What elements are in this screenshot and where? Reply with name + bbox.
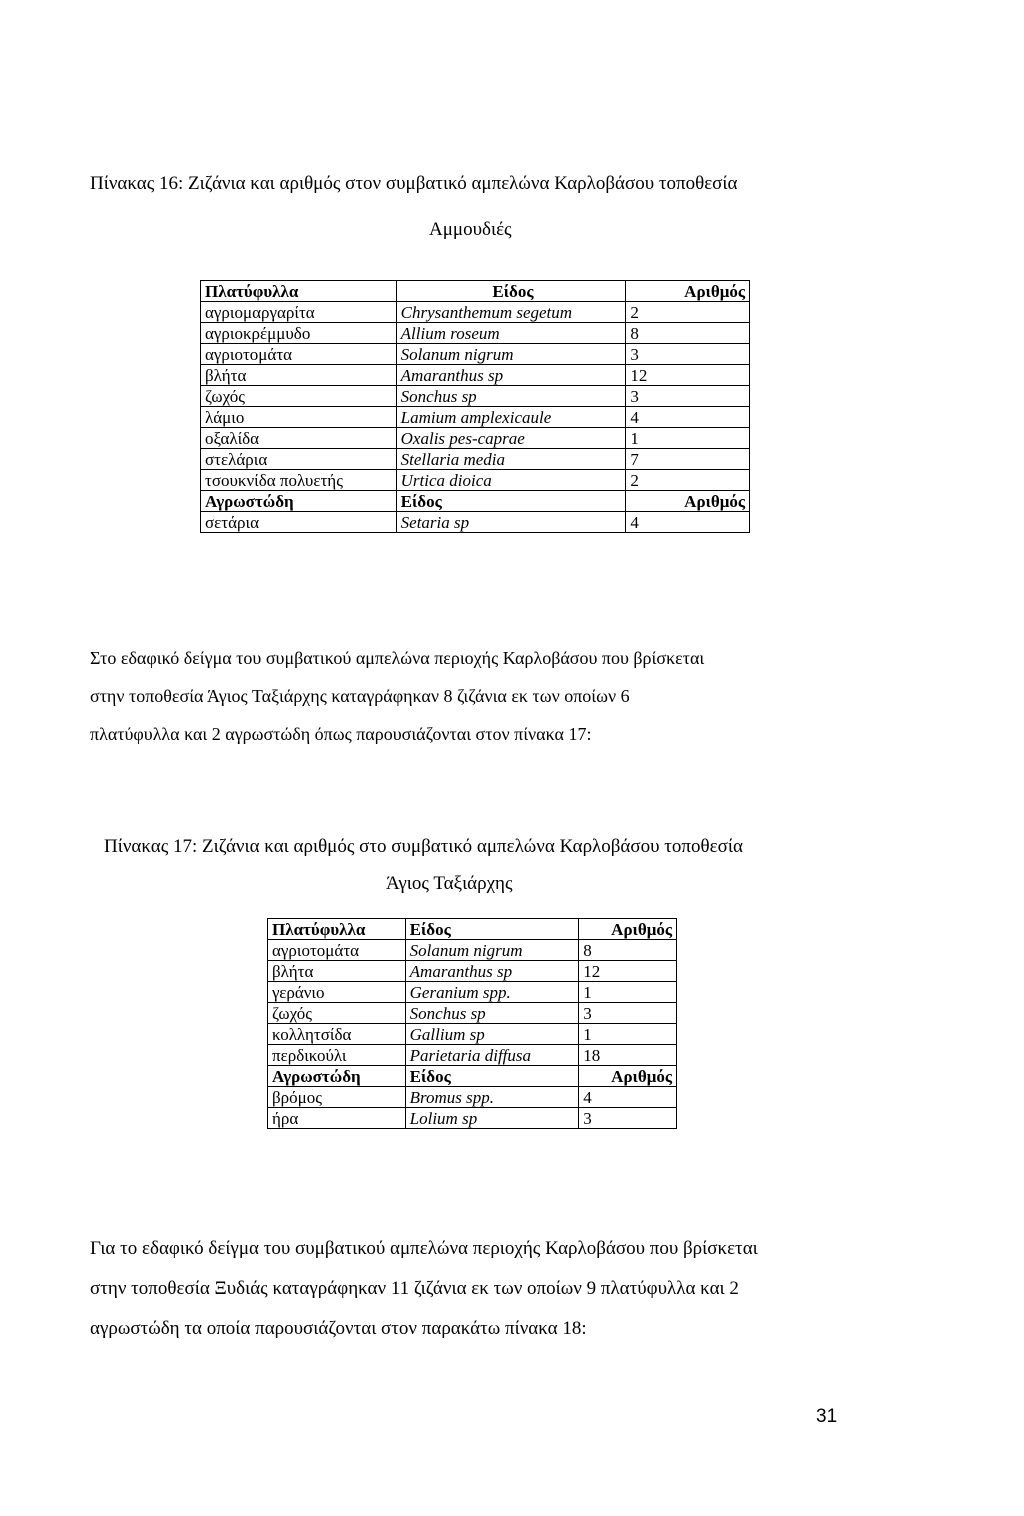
count-cell: 3 — [579, 1003, 677, 1024]
count-cell: 4 — [579, 1087, 677, 1108]
count-cell: 18 — [579, 1045, 677, 1066]
table-row — [268, 1045, 677, 1066]
table16 — [200, 280, 750, 533]
paragraph-line: Στο εδαφικό δείγμα του συμβατικού αμπελώνα περιοχής Καρλοβάσου που βρίσκεται — [90, 648, 705, 668]
species-cell: Gallium sp — [405, 1024, 579, 1045]
header-cell: Είδος — [396, 281, 626, 302]
table-row — [268, 1003, 677, 1024]
count-cell: 8 — [626, 323, 750, 344]
table17-caption-line2: Άγιος Ταξιάρχης — [386, 873, 513, 894]
table17-caption-line1: Πίνακας 17: Ζιζάνια και αριθμός στο συμβατικό αμπελώνα Καρλοβάσου τοποθεσία — [104, 836, 743, 857]
header-cell: Αριθμός — [579, 919, 677, 940]
page-number: 31 — [816, 1406, 838, 1427]
common-name-cell: βλήτα — [201, 365, 397, 386]
table-row — [268, 1087, 677, 1108]
species-cell: Chrysanthemum segetum — [396, 302, 626, 323]
table-row — [201, 512, 750, 533]
table-row — [201, 386, 750, 407]
subheader-cell: Αριθμός — [579, 1066, 677, 1087]
common-name-cell: ζωχός — [268, 1003, 406, 1024]
count-cell: 12 — [579, 961, 677, 982]
common-name-cell: περδικούλι — [268, 1045, 406, 1066]
header-cell: Αριθμός — [626, 281, 750, 302]
count-cell: 4 — [626, 512, 750, 533]
common-name-cell: αγριοτομάτα — [201, 344, 397, 365]
table-row — [201, 449, 750, 470]
table-row — [201, 344, 750, 365]
species-cell: Oxalis pes-caprae — [396, 428, 626, 449]
species-cell: Sonchus sp — [396, 386, 626, 407]
paragraph-line: στην τοποθεσία Ξυδιάς καταγράφηκαν 11 ζιζάνια εκ των οποίων 9 πλατύφυλλα και 2 — [90, 1278, 739, 1299]
species-cell: Stellaria media — [396, 449, 626, 470]
common-name-cell: ήρα — [268, 1108, 406, 1129]
table-row — [201, 365, 750, 386]
count-cell: 4 — [626, 407, 750, 428]
count-cell: 3 — [626, 344, 750, 365]
header-cell: Πλατύφυλλα — [201, 281, 397, 302]
common-name-cell: στελάρια — [201, 449, 397, 470]
species-cell: Parietaria diffusa — [405, 1045, 579, 1066]
table-row — [268, 1108, 677, 1129]
species-cell: Lolium sp — [405, 1108, 579, 1129]
common-name-cell: λάμιο — [201, 407, 397, 428]
paragraph-line: αγρωστώδη τα οποία παρουσιάζονται στον παρακάτω πίνακα 18: — [90, 1318, 587, 1339]
paragraph-line: πλατύφυλλα και 2 αγρωστώδη όπως παρουσιάζονται στον πίνακα 17: — [90, 724, 592, 744]
table17 — [267, 918, 677, 1129]
table-row — [268, 1024, 677, 1045]
species-cell: Geranium spp. — [405, 982, 579, 1003]
table17-header-row — [268, 919, 677, 940]
count-cell: 2 — [626, 302, 750, 323]
count-cell: 7 — [626, 449, 750, 470]
table-row — [201, 470, 750, 491]
paragraph-line: Για το εδαφικό δείγμα του συμβατικού αμπελώνα περιοχής Καρλοβάσου που βρίσκεται — [90, 1238, 758, 1259]
species-cell: Setaria sp — [396, 512, 626, 533]
common-name-cell: βρόμος — [268, 1087, 406, 1108]
common-name-cell: βλήτα — [268, 961, 406, 982]
common-name-cell: οξαλίδα — [201, 428, 397, 449]
common-name-cell: σετάρια — [201, 512, 397, 533]
species-cell: Solanum nigrum — [405, 940, 579, 961]
species-cell: Solanum nigrum — [396, 344, 626, 365]
count-cell: 1 — [579, 1024, 677, 1045]
species-cell: Amaranthus sp — [396, 365, 626, 386]
count-cell: 3 — [579, 1108, 677, 1129]
species-cell: Bromus spp. — [405, 1087, 579, 1108]
subheader-cell: Αριθμός — [626, 491, 750, 512]
header-cell: Πλατύφυλλα — [268, 919, 406, 940]
common-name-cell: γεράνιο — [268, 982, 406, 1003]
table-row — [201, 407, 750, 428]
count-cell: 8 — [579, 940, 677, 961]
species-cell: Sonchus sp — [405, 1003, 579, 1024]
common-name-cell: κολλητσίδα — [268, 1024, 406, 1045]
common-name-cell: τσουκνίδα πολυετής — [201, 470, 397, 491]
table-row — [201, 302, 750, 323]
species-cell: Urtica dioica — [396, 470, 626, 491]
table-row — [201, 428, 750, 449]
count-cell: 12 — [626, 365, 750, 386]
paragraph-line: στην τοποθεσία Άγιος Ταξιάρχης καταγράφηκαν 8 ζιζάνια εκ των οποίων 6 — [90, 686, 630, 706]
table-row — [268, 982, 677, 1003]
species-cell: Allium roseum — [396, 323, 626, 344]
species-cell: Amaranthus sp — [405, 961, 579, 982]
common-name-cell: ζωχός — [201, 386, 397, 407]
count-cell: 3 — [626, 386, 750, 407]
table-row — [268, 961, 677, 982]
subheader-cell: Αγρωστώδη — [268, 1066, 406, 1087]
count-cell: 2 — [626, 470, 750, 491]
table16-subheader-row — [201, 491, 750, 512]
count-cell: 1 — [626, 428, 750, 449]
species-cell: Lamium amplexicaule — [396, 407, 626, 428]
count-cell: 1 — [579, 982, 677, 1003]
common-name-cell: αγριομαργαρίτα — [201, 302, 397, 323]
table-row — [268, 940, 677, 961]
header-cell: Είδος — [405, 919, 579, 940]
table17-subheader-row — [268, 1066, 677, 1087]
common-name-cell: αγριοτομάτα — [268, 940, 406, 961]
table-row — [201, 323, 750, 344]
table16-header-row — [201, 281, 750, 302]
common-name-cell: αγριοκρέμμυδο — [201, 323, 397, 344]
subheader-cell: Αγρωστώδη — [201, 491, 397, 512]
subheader-cell: Είδος — [396, 491, 626, 512]
table16-caption-line2: Αμμουδιές — [429, 219, 512, 240]
subheader-cell: Είδος — [405, 1066, 579, 1087]
table16-caption-line1: Πίνακας 16: Ζιζάνια και αριθμός στον συμβατικό αμπελώνα Καρλοβάσου τοποθεσία — [90, 173, 738, 194]
